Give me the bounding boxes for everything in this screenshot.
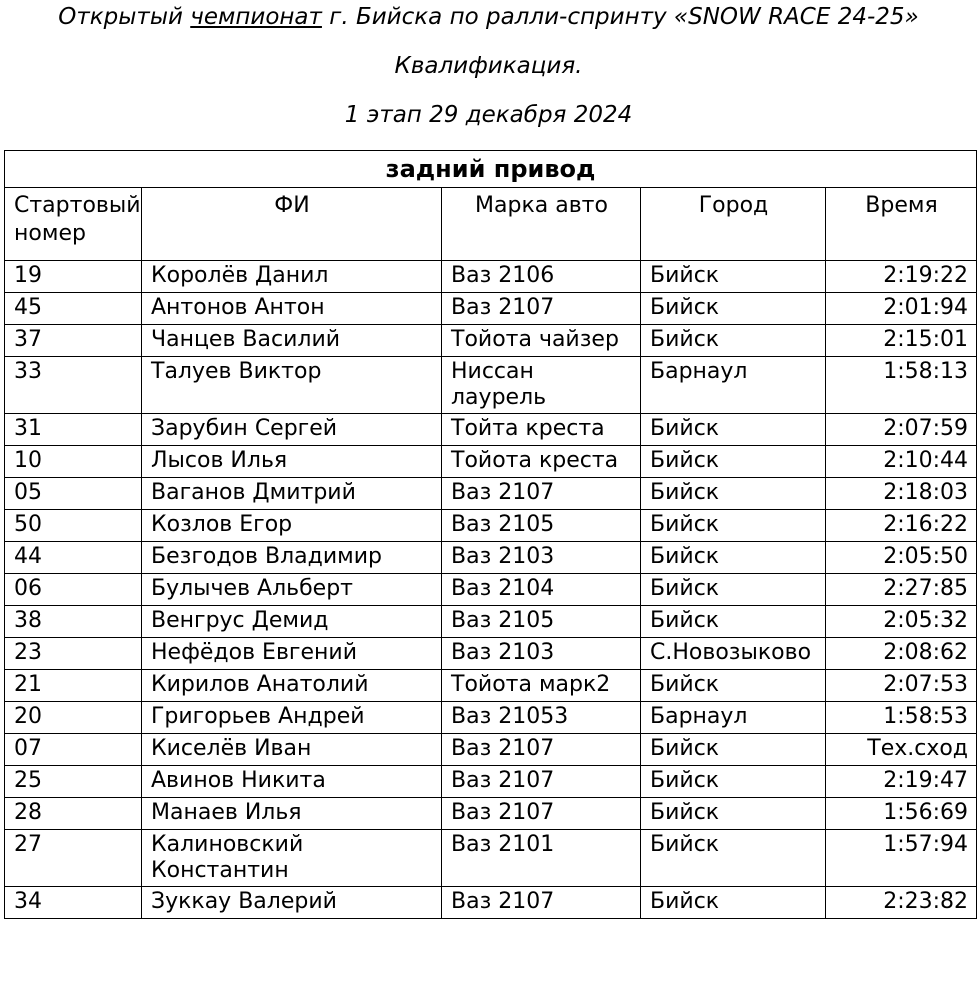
- start-number-cell: 31: [5, 414, 142, 446]
- time-cell: 1:57:94: [826, 830, 977, 887]
- title-underlined-word: чемпионат: [190, 4, 322, 30]
- column-header-time: Время: [826, 188, 977, 261]
- driver-name-cell: Кирилов Анатолий: [142, 670, 442, 702]
- start-number-cell: 06: [5, 574, 142, 606]
- start-number-cell: 23: [5, 638, 142, 670]
- time-cell: 2:05:50: [826, 542, 977, 574]
- table-body: [5, 261, 977, 919]
- driver-name-cell: Венгрус Демид: [142, 606, 442, 638]
- table-row: [5, 357, 977, 414]
- city-cell: Барнаул: [641, 702, 826, 734]
- driver-name-cell: Козлов Егор: [142, 510, 442, 542]
- city-cell: Бийск: [641, 446, 826, 478]
- driver-name-cell: Киселёв Иван: [142, 734, 442, 766]
- time-cell: 2:07:53: [826, 670, 977, 702]
- table-row: [5, 606, 977, 638]
- time-cell: 1:56:69: [826, 798, 977, 830]
- time-cell: 1:58:13: [826, 357, 977, 414]
- city-cell: Бийск: [641, 574, 826, 606]
- start-number-cell: 45: [5, 293, 142, 325]
- city-cell: Бийск: [641, 414, 826, 446]
- city-cell: Барнаул: [641, 357, 826, 414]
- car-cell: Ваз 2107: [442, 293, 641, 325]
- table-row: [5, 798, 977, 830]
- car-cell: Ваз 2103: [442, 638, 641, 670]
- city-cell: С.Новозыково: [641, 638, 826, 670]
- start-number-cell: 33: [5, 357, 142, 414]
- car-cell: Ваз 2107: [442, 798, 641, 830]
- table-row: [5, 414, 977, 446]
- start-number-cell: 38: [5, 606, 142, 638]
- driver-name-cell: Булычев Альберт: [142, 574, 442, 606]
- table-row: [5, 702, 977, 734]
- start-number-cell: 27: [5, 830, 142, 887]
- car-cell: Ваз 2105: [442, 606, 641, 638]
- driver-name-cell: Антонов Антон: [142, 293, 442, 325]
- document-title: [0, 2, 977, 32]
- time-cell: 2:18:03: [826, 478, 977, 510]
- time-cell: Тех.сход: [826, 734, 977, 766]
- time-cell: 2:07:59: [826, 414, 977, 446]
- city-cell: Бийск: [641, 798, 826, 830]
- driver-name-cell: Чанцев Василий: [142, 325, 442, 357]
- table-row: [5, 510, 977, 542]
- time-cell: 2:19:47: [826, 766, 977, 798]
- car-cell: Тойота чайзер: [442, 325, 641, 357]
- car-cell: Ваз 2107: [442, 887, 641, 919]
- driver-name-cell: Талуев Виктор: [142, 357, 442, 414]
- city-cell: Бийск: [641, 293, 826, 325]
- driver-name-cell: Лысов Илья: [142, 446, 442, 478]
- time-cell: 2:23:82: [826, 887, 977, 919]
- city-cell: Бийск: [641, 478, 826, 510]
- table-row: [5, 887, 977, 919]
- table-row: [5, 325, 977, 357]
- driver-name-cell: Безгодов Владимир: [142, 542, 442, 574]
- start-number-cell: 05: [5, 478, 142, 510]
- driver-name-cell: Манаев Илья: [142, 798, 442, 830]
- start-number-cell: 44: [5, 542, 142, 574]
- city-cell: Бийск: [641, 887, 826, 919]
- city-cell: Бийск: [641, 734, 826, 766]
- table-row: [5, 734, 977, 766]
- car-cell: Тойота креста: [442, 446, 641, 478]
- car-cell: Ваз 2107: [442, 766, 641, 798]
- driver-name-cell: Королёв Данил: [142, 261, 442, 293]
- car-cell: Ваз 2106: [442, 261, 641, 293]
- time-cell: 2:19:22: [826, 261, 977, 293]
- driver-name-cell: Ваганов Дмитрий: [142, 478, 442, 510]
- car-cell: Ваз 2105: [442, 510, 641, 542]
- start-number-cell: 28: [5, 798, 142, 830]
- city-cell: Бийск: [641, 766, 826, 798]
- car-cell: Ваз 2104: [442, 574, 641, 606]
- time-cell: 2:08:62: [826, 638, 977, 670]
- column-header-name: ФИ: [142, 188, 442, 261]
- group-title: задний привод: [5, 151, 977, 188]
- time-cell: 2:16:22: [826, 510, 977, 542]
- start-number-cell: 07: [5, 734, 142, 766]
- column-header-row: [5, 188, 977, 261]
- table-row: [5, 446, 977, 478]
- stage-subtitle: Квалификация.: [394, 53, 583, 79]
- city-cell: Бийск: [641, 325, 826, 357]
- start-number-cell: 34: [5, 887, 142, 919]
- results-table: [4, 150, 977, 919]
- table-row: [5, 478, 977, 510]
- start-number-cell: 50: [5, 510, 142, 542]
- car-cell: Тойта креста: [442, 414, 641, 446]
- start-number-cell: 37: [5, 325, 142, 357]
- car-cell: Ниссан лаурель: [442, 357, 641, 414]
- table-row: [5, 261, 977, 293]
- time-cell: 2:01:94: [826, 293, 977, 325]
- start-number-cell: 20: [5, 702, 142, 734]
- stage-date: 1 этап 29 декабря 2024: [344, 102, 633, 128]
- column-header-city: Город: [641, 188, 826, 261]
- table-row: [5, 638, 977, 670]
- city-cell: Бийск: [641, 830, 826, 887]
- car-cell: Тойота марк2: [442, 670, 641, 702]
- car-cell: Ваз 2103: [442, 542, 641, 574]
- city-cell: Бийск: [641, 510, 826, 542]
- driver-name-cell: Зуккау Валерий: [142, 887, 442, 919]
- column-header-car: Марка авто: [442, 188, 641, 261]
- car-cell: Ваз 21053: [442, 702, 641, 734]
- table-row: [5, 766, 977, 798]
- time-cell: 2:15:01: [826, 325, 977, 357]
- start-number-cell: 10: [5, 446, 142, 478]
- title-part-1: Открытый: [58, 4, 191, 30]
- city-cell: Бийск: [641, 606, 826, 638]
- table-row: [5, 293, 977, 325]
- city-cell: Бийск: [641, 670, 826, 702]
- table-row: [5, 574, 977, 606]
- driver-name-cell: Нефёдов Евгений: [142, 638, 442, 670]
- time-cell: 2:27:85: [826, 574, 977, 606]
- time-cell: 2:05:32: [826, 606, 977, 638]
- driver-name-cell: Авинов Никита: [142, 766, 442, 798]
- time-cell: 1:58:53: [826, 702, 977, 734]
- table-row: [5, 830, 977, 887]
- column-header-start-number: Стартовый номер: [5, 188, 142, 261]
- car-cell: Ваз 2107: [442, 478, 641, 510]
- table-row: [5, 670, 977, 702]
- time-cell: 2:10:44: [826, 446, 977, 478]
- city-cell: Бийск: [641, 542, 826, 574]
- table-row: [5, 542, 977, 574]
- car-cell: Ваз 2101: [442, 830, 641, 887]
- driver-name-cell: Зарубин Сергей: [142, 414, 442, 446]
- group-row: [5, 151, 977, 188]
- driver-name-cell: Калиновский Константин: [142, 830, 442, 887]
- driver-name-cell: Григорьев Андрей: [142, 702, 442, 734]
- title-part-2: г. Бийска по ралли-спринту «SNOW RACE 24-25»: [321, 4, 919, 30]
- car-cell: Ваз 2107: [442, 734, 641, 766]
- start-number-cell: 21: [5, 670, 142, 702]
- city-cell: Бийск: [641, 261, 826, 293]
- start-number-cell: 19: [5, 261, 142, 293]
- start-number-cell: 25: [5, 766, 142, 798]
